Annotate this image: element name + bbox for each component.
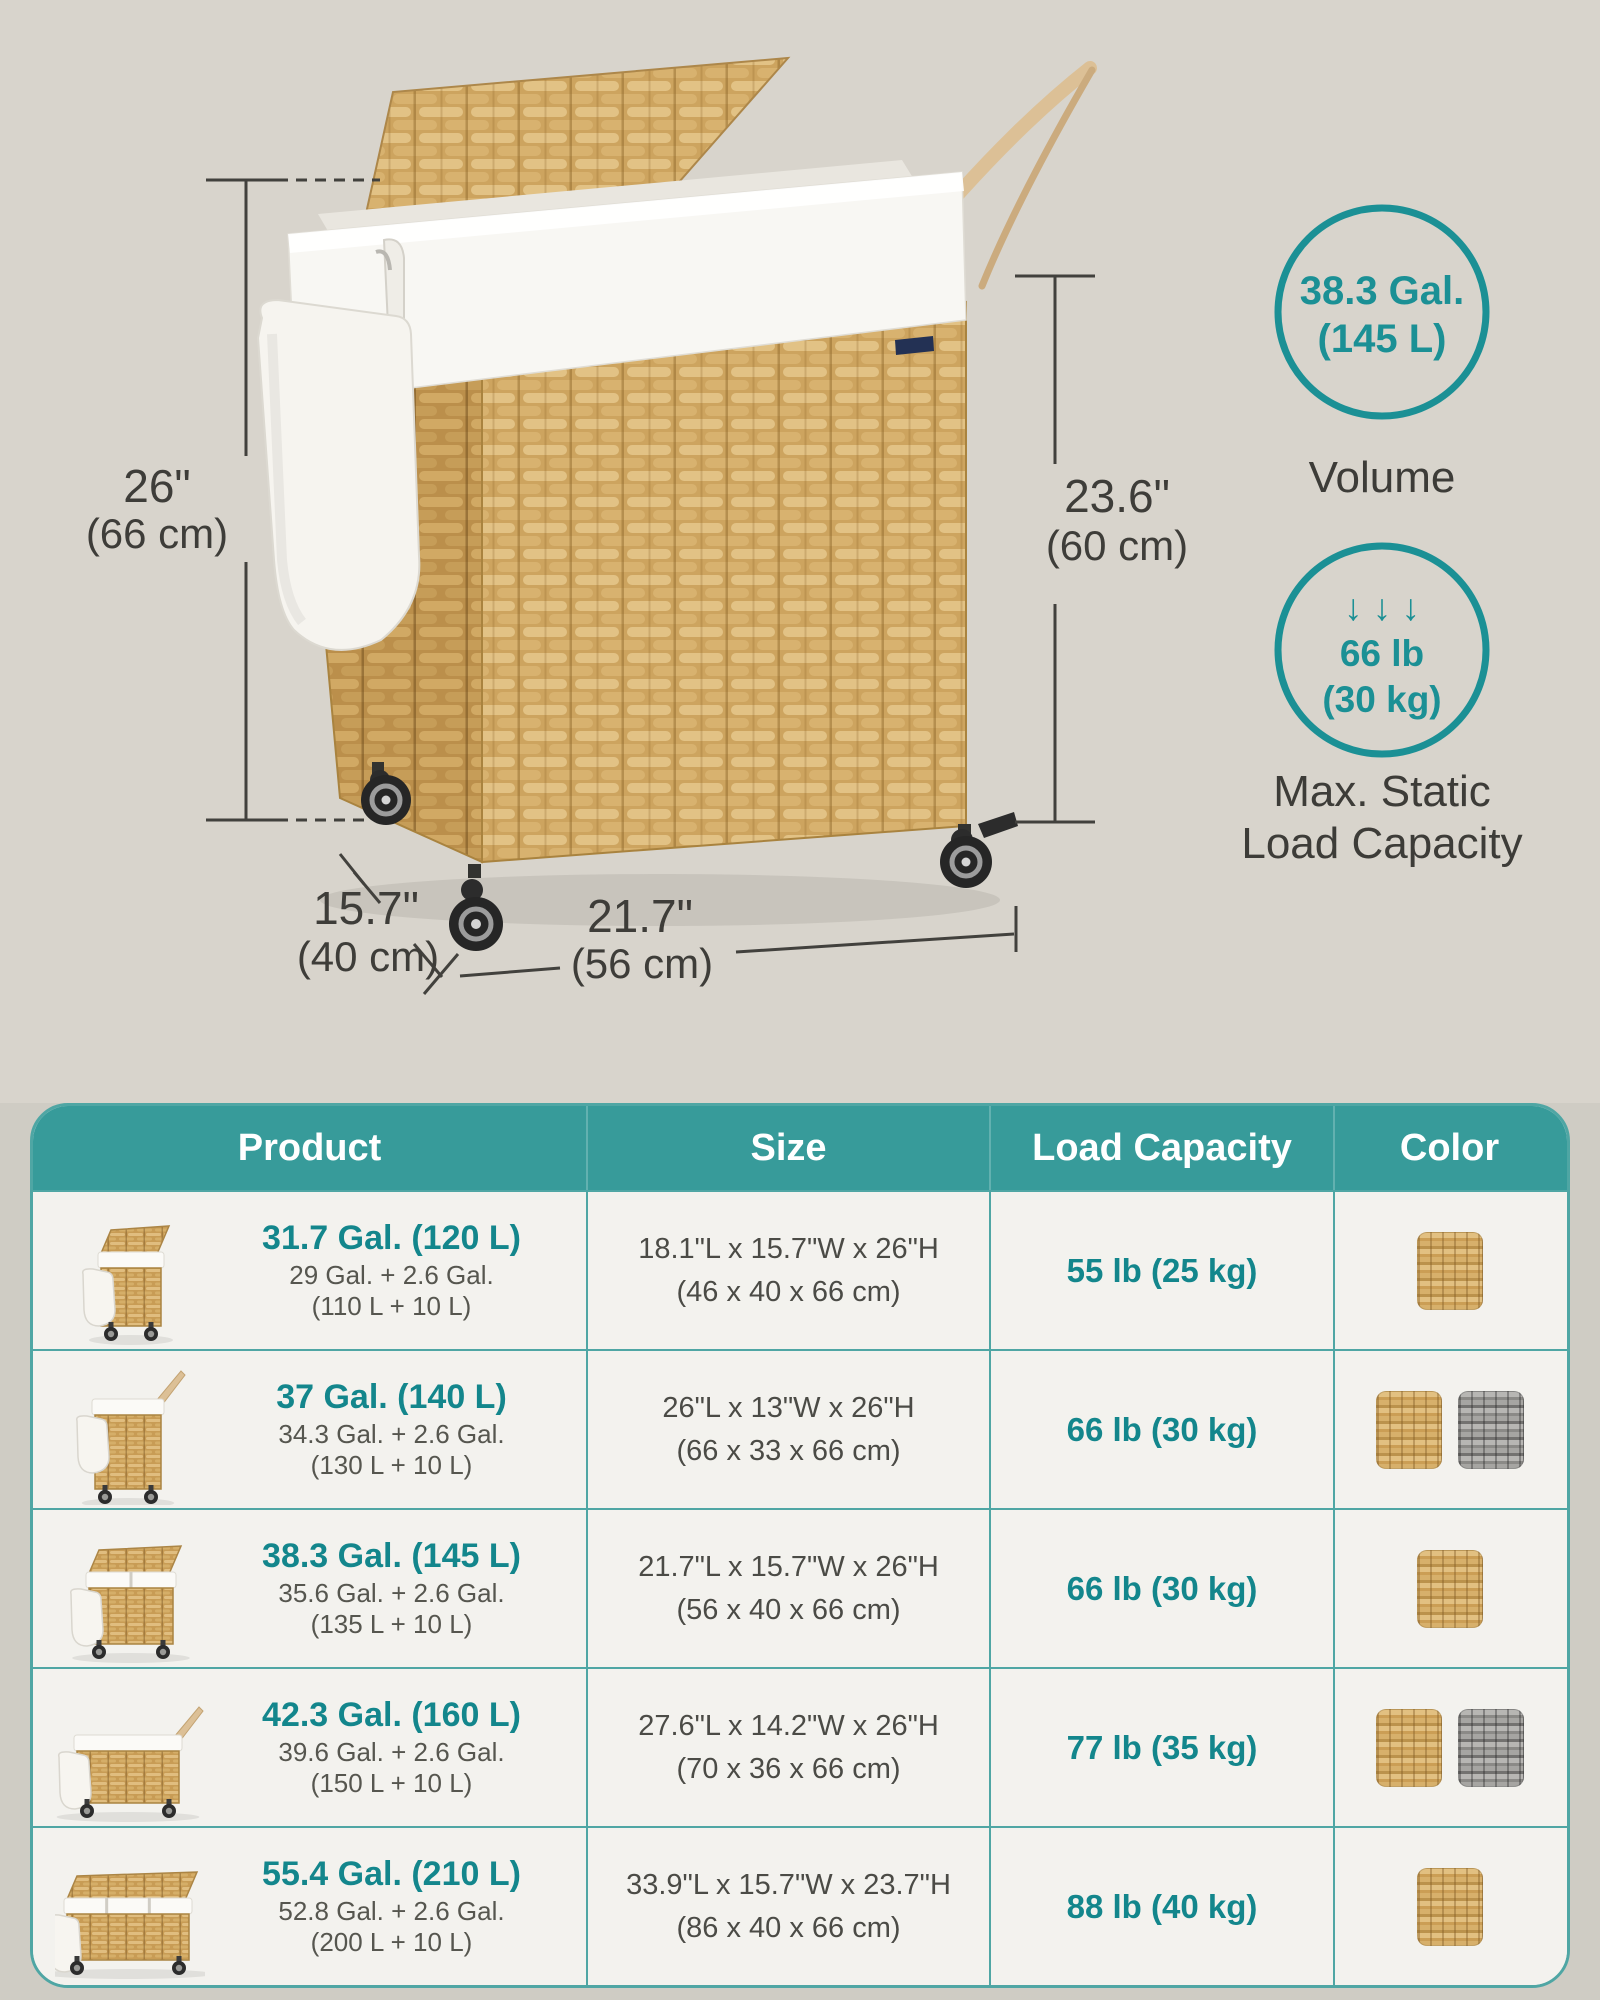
hamper-front-face: [482, 302, 966, 862]
product-volume: 55.4 Gal. (210 L): [262, 1855, 521, 1894]
load-label-line1: Max. Static: [1273, 767, 1491, 816]
table-row: [33, 1349, 1567, 1508]
size-cell: [588, 1351, 991, 1508]
product-thumbnail-image: [55, 1514, 205, 1664]
size-inches: 26"L x 13"W x 26"H: [662, 1392, 915, 1425]
load-capacity-value: 77 lb (35 kg): [1066, 1728, 1258, 1766]
product-volume-breakdown-l: (150 L + 10 L): [310, 1768, 473, 1799]
color-cell: [1335, 1828, 1564, 1985]
volume-value-l: (145 L): [1317, 317, 1447, 361]
load-value-kg: (30 kg): [1322, 679, 1442, 720]
down-arrows-icon: ↓ ↓ ↓: [1343, 587, 1421, 628]
table-row: [33, 1508, 1567, 1667]
load-capacity-cell: [991, 1351, 1335, 1508]
table-section: [0, 1103, 1600, 2000]
color-swatch-natural: [1417, 1868, 1483, 1946]
product-thumbnail: [55, 1355, 205, 1505]
volume-label: Volume: [1308, 453, 1456, 502]
color-swatches: [1376, 1391, 1524, 1469]
product-cell: [33, 1192, 588, 1349]
hamper-illustration: [258, 58, 1092, 951]
product-volume-breakdown-l: (130 L + 10 L): [310, 1450, 473, 1481]
table-row: [33, 1190, 1567, 1349]
product-cell: [33, 1828, 588, 1985]
size-cell: [588, 1510, 991, 1667]
dimension-side-height-cm: (60 cm): [1045, 522, 1189, 569]
product-text: [211, 1695, 586, 1800]
color-swatch-gray: [1458, 1709, 1524, 1787]
size-inches: 21.7"L x 15.7"W x 26"H: [638, 1551, 939, 1584]
size-inches: 18.1"L x 15.7"W x 26"H: [638, 1233, 939, 1266]
load-capacity-cell: [991, 1510, 1335, 1667]
product-volume-breakdown-l: (200 L + 10 L): [310, 1927, 473, 1958]
size-cell: [588, 1669, 991, 1826]
volume-badge: [1278, 208, 1486, 502]
product-volume: 42.3 Gal. (160 L): [262, 1696, 521, 1735]
product-cell: [33, 1510, 588, 1667]
product-volume: 38.3 Gal. (145 L): [262, 1537, 521, 1576]
size-cm: (46 x 40 x 66 cm): [676, 1275, 901, 1308]
load-capacity-value: 88 lb (40 kg): [1066, 1887, 1258, 1925]
product-thumbnail: [55, 1673, 205, 1823]
table-body: [33, 1190, 1567, 1985]
color-swatch-natural: [1376, 1709, 1442, 1787]
load-capacity-badge: [1241, 546, 1522, 868]
dimension-width-cm: (56 cm): [570, 940, 714, 987]
color-swatches: [1417, 1232, 1483, 1310]
product-volume-breakdown-gal: 34.3 Gal. + 2.6 Gal.: [278, 1418, 505, 1449]
product-volume: 31.7 Gal. (120 L): [262, 1219, 521, 1258]
header-size: Size: [588, 1106, 991, 1190]
size-cm: (66 x 33 x 66 cm): [676, 1434, 901, 1467]
product-thumbnail: [55, 1514, 205, 1664]
product-thumbnail-image: [55, 1832, 205, 1982]
load-value-lb: 66 lb: [1339, 633, 1425, 674]
spec-table: [30, 1103, 1570, 1988]
header-product: Product: [33, 1106, 588, 1190]
volume-value-gal: 38.3 Gal.: [1299, 269, 1465, 313]
load-capacity-cell: [991, 1669, 1335, 1826]
product-thumbnail: [55, 1832, 205, 1982]
product-volume: 37 Gal. (140 L): [276, 1378, 507, 1417]
product-volume-breakdown-gal: 29 Gal. + 2.6 Gal.: [289, 1259, 494, 1290]
product-text: [211, 1377, 586, 1482]
product-thumbnail: [55, 1196, 205, 1346]
table-row: [33, 1667, 1567, 1826]
dimension-side-height-in: 23.6": [1064, 470, 1170, 522]
product-volume-breakdown-gal: 39.6 Gal. + 2.6 Gal.: [278, 1736, 505, 1767]
color-swatch-natural: [1376, 1391, 1442, 1469]
load-capacity-value: 66 lb (30 kg): [1066, 1410, 1258, 1448]
size-cm: (70 x 36 x 66 cm): [676, 1752, 901, 1785]
color-swatches: [1376, 1709, 1524, 1787]
product-cell: [33, 1351, 588, 1508]
caster-wheel-front: [449, 864, 503, 951]
dimension-height-cm: (66 cm): [85, 510, 229, 557]
size-cm: (86 x 40 x 66 cm): [676, 1911, 901, 1944]
product-volume-breakdown-gal: 52.8 Gal. + 2.6 Gal.: [278, 1895, 505, 1926]
product-thumbnail-image: [55, 1196, 205, 1346]
dimension-depth-in: 15.7": [313, 882, 419, 934]
color-cell: [1335, 1351, 1564, 1508]
header-load-capacity: Load Capacity: [991, 1106, 1335, 1190]
header-color: Color: [1399, 1126, 1500, 1169]
size-inches: 27.6"L x 14.2"W x 26"H: [638, 1710, 939, 1743]
product-text: [211, 1218, 586, 1323]
product-thumbnail-image: [55, 1355, 205, 1505]
load-capacity-value: 66 lb (30 kg): [1066, 1569, 1258, 1607]
load-capacity-value: 55 lb (25 kg): [1066, 1251, 1258, 1289]
color-swatch-gray: [1458, 1391, 1524, 1469]
product-thumbnail-image: [55, 1673, 205, 1823]
color-swatch-natural: [1417, 1232, 1483, 1310]
table-row: [33, 1826, 1567, 1985]
dimension-width-in: 21.7": [587, 890, 693, 942]
color-swatch-natural: [1417, 1550, 1483, 1628]
product-text: [211, 1854, 586, 1959]
load-capacity-cell: [991, 1828, 1335, 1985]
color-cell: [1335, 1510, 1564, 1667]
dimension-height-in: 26": [123, 460, 191, 512]
size-cm: (56 x 40 x 66 cm): [676, 1593, 901, 1626]
size-cell: [588, 1192, 991, 1349]
dimension-depth-cm: (40 cm): [296, 933, 440, 980]
size-inches: 33.9"L x 15.7"W x 23.7"H: [626, 1869, 951, 1902]
product-volume-breakdown-l: (110 L + 10 L): [311, 1291, 472, 1322]
color-cell: [1335, 1192, 1564, 1349]
product-text: [211, 1536, 586, 1641]
product-cell: [33, 1669, 588, 1826]
product-volume-breakdown-l: (135 L + 10 L): [310, 1609, 473, 1640]
table-header-row: [33, 1106, 1567, 1190]
size-cell: [588, 1828, 991, 1985]
color-swatches: [1417, 1550, 1483, 1628]
color-swatches: [1417, 1868, 1483, 1946]
load-capacity-cell: [991, 1192, 1335, 1349]
product-volume-breakdown-gal: 35.6 Gal. + 2.6 Gal.: [278, 1577, 505, 1608]
load-label-line2: Load Capacity: [1241, 819, 1523, 868]
color-cell: [1335, 1669, 1564, 1826]
